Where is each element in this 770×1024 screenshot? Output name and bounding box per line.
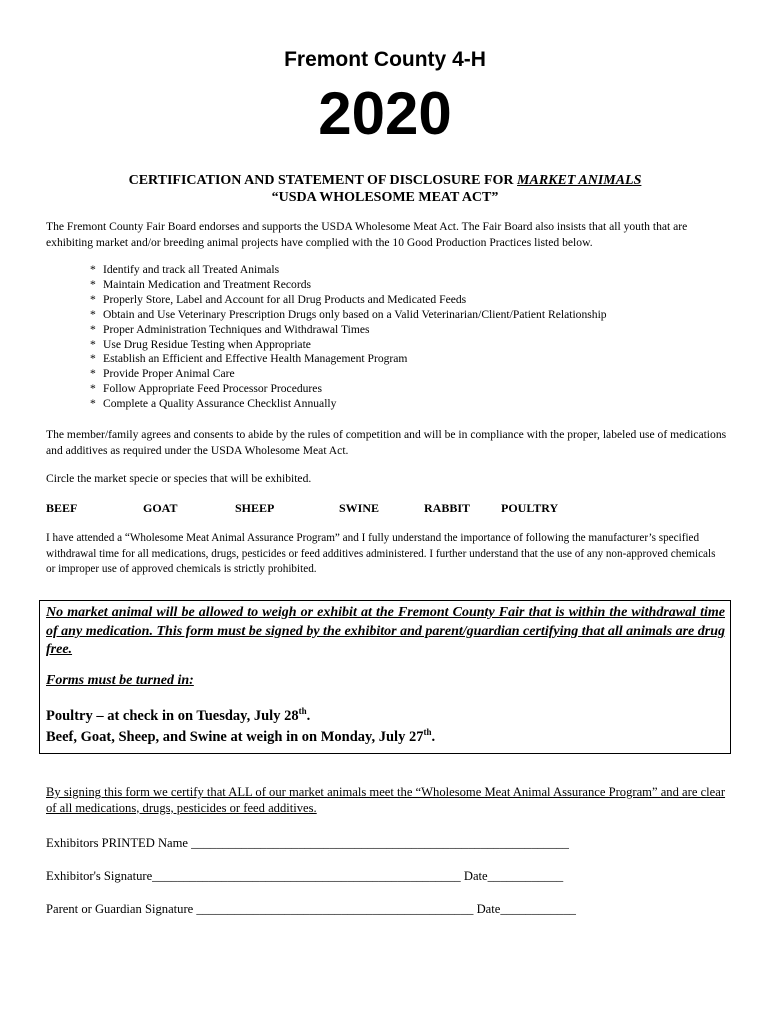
withdrawal-warning: No market animal will be allowed to weigh or exhibit at the Fremont County Fair that is within the withdrawal time of any medication. This form must be signed by the exhibitor and parent/guardian certifying that all animals are drug free. xyxy=(46,605,725,657)
forms-heading: Forms must be turned in: xyxy=(46,673,194,688)
list-item: * Complete a Quality Assurance Checklist Annually xyxy=(90,397,607,412)
poultry-date: Poultry – at check in on Tuesday, July 28th. xyxy=(46,706,311,724)
list-item: * Obtain and Use Veterinary Prescription Drugs only based on a Valid Veterinarian/Client/Patient Relationship xyxy=(90,308,607,323)
year-heading: 2020 xyxy=(318,80,452,147)
list-item: * Use Drug Residue Testing when Appropriate xyxy=(90,338,607,353)
species-sheep[interactable]: SHEEP xyxy=(235,501,275,515)
species-poultry[interactable]: POULTRY xyxy=(501,501,559,515)
intro-paragraph: The Fremont County Fair Board endorses and supports the USDA Wholesome Meat Act. The Fair Board also insists that all youth that are exhibiting market and/or breeding animal projects have complied with the 10 Good Production Practices listed below. xyxy=(46,220,688,249)
printed-name-field[interactable]: Exhibitors PRINTED Name ____________________________________________________________ xyxy=(46,836,569,850)
heading-market-animals: MARKET ANIMALS xyxy=(517,173,642,188)
turn-in-dates xyxy=(46,706,435,747)
circle-instruction: Circle the market specie or species that will be exhibited. xyxy=(46,472,312,485)
species-goat[interactable]: GOAT xyxy=(143,501,178,515)
agreement-paragraph: The member/family agrees and consents to abide by the rules of competition and will be in compliance with the proper, labeled use of medications and additives as required under the USDA Wholesome Meat Act. xyxy=(46,428,727,457)
act-heading: “USDA WHOLESOME MEAT ACT” xyxy=(271,190,499,205)
exhibitor-signature-field[interactable]: Exhibitor's Signature_________________________________________________ Date____________ xyxy=(46,869,564,883)
list-item: * Maintain Medication and Treatment Records xyxy=(90,278,607,293)
list-item: * Provide Proper Animal Care xyxy=(90,367,607,382)
list-item: * Properly Store, Label and Account for all Drug Products and Medicated Feeds xyxy=(90,293,607,308)
certify-statement: By signing this form we certify that ALL of our market animals meet the “Wholesome Meat Animal Assurance Program” and are clear of all medications, drugs, pesticides or feed additives. xyxy=(46,785,726,815)
attendance-paragraph: I have attended a “Wholesome Meat Animal Assurance Program” and I fully understand the importance of following the manufacturer’s specified withdrawal time for all medications, drugs, pesticides or feed additives administered. I further understand that the use of any non-approved chemicals or improper use of approved chemicals is strictly prohibited. xyxy=(46,532,716,575)
practices-list xyxy=(90,263,607,412)
disclosure-heading xyxy=(0,173,770,189)
species-swine[interactable]: SWINE xyxy=(339,501,380,515)
livestock-date: Beef, Goat, Sheep, and Swine at weigh in on Monday, July 27th. xyxy=(46,726,436,745)
page-title: Fremont County 4-H xyxy=(284,48,486,71)
species-beef[interactable]: BEEF xyxy=(46,501,78,515)
list-item: * Proper Administration Techniques and Withdrawal Times xyxy=(90,323,607,338)
parent-signature-field[interactable]: Parent or Guardian Signature ____________________________________________ Date____________ xyxy=(46,902,576,916)
list-item: * Follow Appropriate Feed Processor Procedures xyxy=(90,382,607,397)
species-rabbit[interactable]: RABBIT xyxy=(424,501,471,515)
heading-prefix: CERTIFICATION AND STATEMENT OF DISCLOSURE FOR xyxy=(128,173,518,188)
list-item: * Identify and track all Treated Animals xyxy=(90,263,607,278)
list-item: * Establish an Efficient and Effective Health Management Program xyxy=(90,352,607,367)
